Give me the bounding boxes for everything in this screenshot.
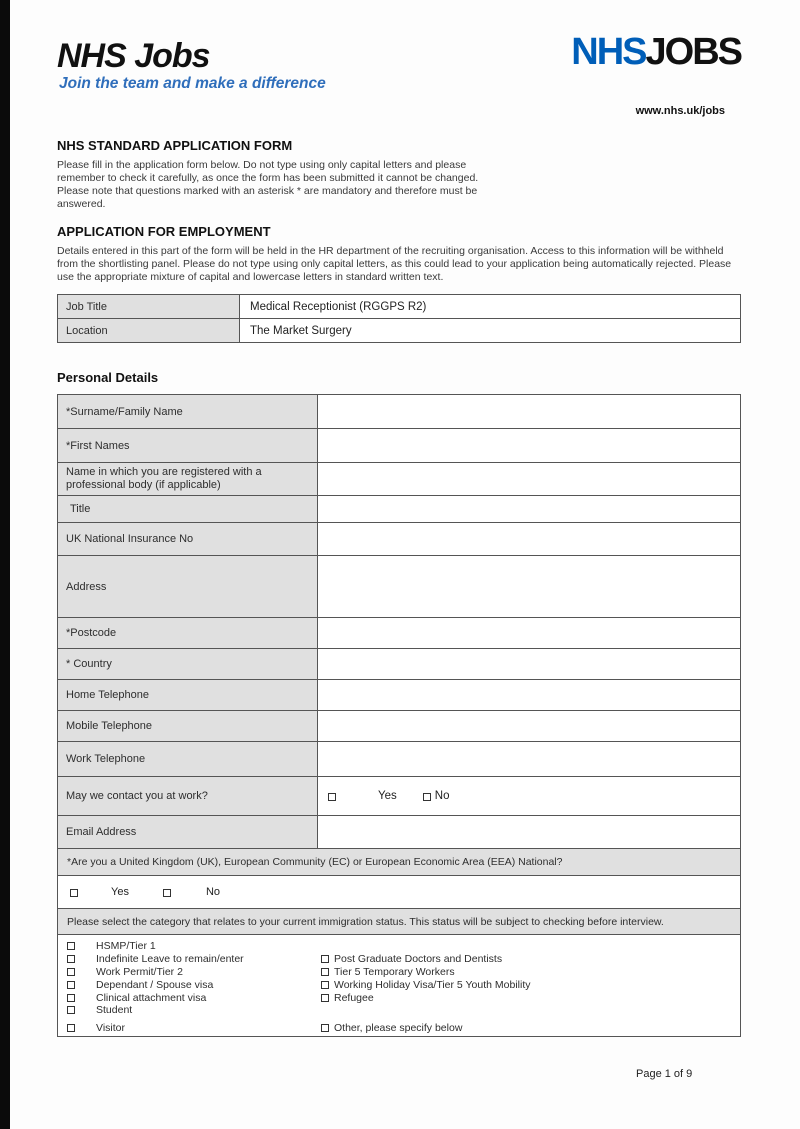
checkbox-icon[interactable] — [321, 994, 329, 1002]
ni-number-label: UK National Insurance No — [58, 523, 318, 555]
list-item — [58, 978, 740, 991]
table-row — [58, 742, 740, 777]
table-row — [58, 909, 740, 935]
logo-tagline: Join the team and make a difference — [59, 75, 326, 92]
personal-details-table — [57, 394, 741, 1037]
registered-name-field[interactable] — [318, 463, 740, 495]
table-row — [58, 849, 740, 876]
nhs-jobs-logo: NHS Jobs — [57, 37, 210, 75]
immigration-option-label: Visitor — [96, 1022, 125, 1035]
email-label: Email Address — [58, 816, 318, 848]
immigration-option-label: Working Holiday Visa/Tier 5 Youth Mobility — [334, 978, 531, 991]
table-row — [58, 295, 740, 319]
immigration-option-label: Refugee — [334, 991, 374, 1004]
table-row — [58, 523, 740, 556]
list-item — [58, 966, 740, 979]
nationality-yes-label: Yes — [111, 886, 129, 898]
address-label: Address — [58, 556, 318, 617]
table-row — [58, 876, 740, 909]
checkbox-icon[interactable] — [321, 968, 329, 976]
table-row — [58, 816, 740, 849]
checkbox-icon[interactable] — [67, 994, 75, 1002]
work-telephone-field[interactable] — [318, 742, 740, 776]
table-row — [58, 618, 740, 649]
checkbox-icon[interactable] — [321, 1024, 329, 1032]
first-names-field[interactable] — [318, 429, 740, 462]
website-url: www.nhs.uk/jobs — [635, 105, 725, 117]
surname-field[interactable] — [318, 395, 740, 428]
contact-yes-label: Yes — [378, 790, 397, 802]
job-info-table — [57, 294, 741, 343]
home-telephone-label: Home Telephone — [58, 680, 318, 710]
immigration-option-label: Clinical attachment visa — [96, 991, 207, 1004]
country-label: * Country — [58, 649, 318, 679]
job-title-label: Job Title — [58, 295, 240, 318]
first-names-label: *First Names — [58, 429, 318, 462]
immigration-option-label: HSMP/Tier 1 — [96, 940, 156, 953]
immigration-option-label: Dependant / Spouse visa — [96, 978, 214, 991]
table-row — [58, 649, 740, 680]
header — [57, 31, 741, 138]
table-row — [58, 429, 740, 463]
job-title-value: Medical Receptionist (RGGPS R2) — [240, 295, 740, 318]
contact-at-work-options — [318, 777, 740, 815]
checkbox-icon[interactable] — [321, 981, 329, 989]
ni-number-field[interactable] — [318, 523, 740, 555]
form-intro: Please fill in the application form below. Do not type using only capital letters and please remember to check it carefully, as once the form has been submitted it cannot be changed. Please note that questions marked with an asterisk * are mandatory and therefore must be answered. — [57, 159, 479, 210]
location-label: Location — [58, 319, 240, 342]
nationality-question: *Are you a United Kingdom (UK), European Community (EC) or European Economic Area (EEA) National? — [58, 849, 740, 875]
checkbox-icon[interactable] — [67, 1006, 75, 1014]
nhs-jobs-brandmark — [571, 32, 741, 72]
checkbox-icon[interactable] — [70, 889, 78, 897]
brand-nhs-text: NHS — [571, 31, 646, 73]
surname-label: *Surname/Family Name — [58, 395, 318, 428]
table-row — [58, 556, 740, 618]
work-telephone-label: Work Telephone — [58, 742, 318, 776]
scan-edge-bar — [0, 0, 10, 1129]
personal-details-title: Personal Details — [57, 370, 159, 385]
contact-at-work-label: May we contact you at work? — [58, 777, 318, 815]
page-indicator: Page 1 of 9 — [636, 1068, 693, 1080]
immigration-note: Please select the category that relates to your current immigration status. This status will be subject to checking before interview. — [58, 909, 740, 934]
country-field[interactable] — [318, 649, 740, 679]
table-row — [58, 319, 740, 343]
mobile-telephone-field[interactable] — [318, 711, 740, 741]
mobile-telephone-label: Mobile Telephone — [58, 711, 318, 741]
checkbox-icon[interactable] — [163, 889, 171, 897]
brand-jobs-text: JOBS — [645, 31, 741, 73]
contact-no-label: No — [434, 790, 450, 802]
section-intro: Details entered in this part of the form will be held in the HR department of the recruiting organisation. Access to this information will be withheld from the shortlisting panel. Please do not type using only capital letters, as this could lead to your application being automatically rejected. Please use the appropriate mixture of capital and lowercase letters in standard written text. — [57, 245, 732, 283]
email-field[interactable] — [318, 816, 740, 848]
immigration-option-label: Work Permit/Tier 2 — [96, 965, 183, 978]
immigration-option-label: Other, please specify below — [334, 1022, 463, 1035]
immigration-option-label: Student — [96, 1004, 133, 1017]
immigration-option-label: Indefinite Leave to remain/enter — [96, 953, 244, 966]
address-field[interactable] — [318, 556, 740, 617]
immigration-option-label: Post Graduate Doctors and Dentists — [334, 953, 503, 966]
list-item — [58, 991, 740, 1004]
checkbox-icon[interactable] — [67, 942, 75, 950]
postcode-field[interactable] — [318, 618, 740, 648]
immigration-options — [58, 935, 740, 1036]
checkbox-icon[interactable] — [423, 793, 431, 801]
list-item — [58, 1022, 740, 1035]
form-title: NHS STANDARD APPLICATION FORM — [57, 138, 293, 153]
list-item — [58, 940, 740, 953]
registered-name-label: Name in which you are registered with a professional body (if applicable) — [58, 463, 318, 495]
table-row — [58, 496, 740, 523]
title-field[interactable] — [318, 496, 740, 522]
checkbox-icon[interactable] — [321, 955, 329, 963]
table-row — [58, 711, 740, 742]
nationality-options — [58, 876, 740, 908]
postcode-label: *Postcode — [58, 618, 318, 648]
list-item — [58, 953, 740, 966]
checkbox-icon[interactable] — [67, 1024, 75, 1032]
table-row — [58, 395, 740, 429]
immigration-option-label: Tier 5 Temporary Workers — [334, 965, 455, 978]
checkbox-icon[interactable] — [67, 968, 75, 976]
title-label: Title — [58, 496, 318, 522]
checkbox-icon[interactable] — [328, 793, 336, 801]
section-title: APPLICATION FOR EMPLOYMENT — [57, 224, 271, 239]
table-row — [58, 935, 740, 1037]
table-row — [58, 777, 740, 816]
checkbox-icon[interactable] — [67, 955, 75, 963]
nationality-no-label: No — [205, 886, 221, 898]
table-row — [58, 463, 740, 496]
table-row — [58, 680, 740, 711]
checkbox-icon[interactable] — [67, 981, 75, 989]
location-value: The Market Surgery — [240, 319, 740, 342]
home-telephone-field[interactable] — [318, 680, 740, 710]
list-item — [58, 1004, 740, 1017]
